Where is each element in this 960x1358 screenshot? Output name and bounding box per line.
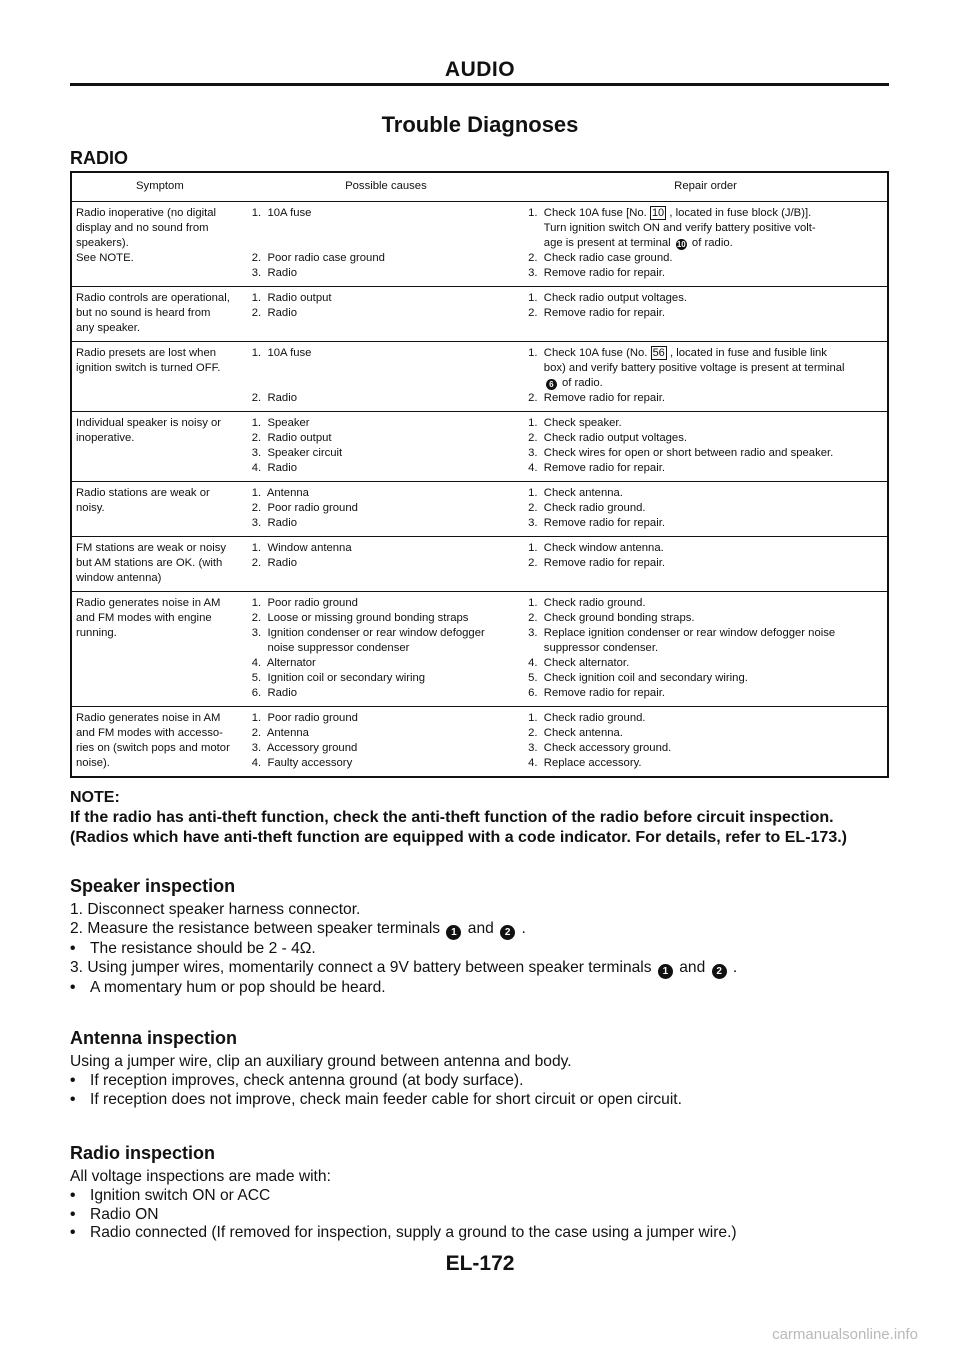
- note-line: If the radio has anti-theft function, check the anti-theft function of the radio before circuit inspection.: [70, 809, 834, 826]
- table-row: [71, 482, 888, 537]
- terminal-number-badge: 6: [546, 379, 557, 390]
- symptom-cell: FM stations are weak or noisy but AM stations are OK. (with window antenna): [71, 537, 248, 592]
- bullet-icon: •: [70, 1090, 76, 1108]
- repair-cell: 1. Check window antenna. 2. Remove radio for repair.: [524, 537, 888, 592]
- note-block: [70, 788, 900, 848]
- speaker-inspection-body: 1. Disconnect speaker harness connector. 2. Measure the resistance between speaker terminals 1 and 2 . • The resistance should be 2 - 4Ω. 3. Using jumper wires, momentarily connect a 9V battery between speaker terminals 1 and 2 . • A momentary hum or pop should be heard.: [70, 901, 738, 996]
- antenna-inspection-heading: Antenna inspection: [70, 1028, 238, 1048]
- speaker-inspection-heading: Speaker inspection: [70, 876, 236, 896]
- terminal-2-badge: 2: [712, 964, 727, 979]
- causes-cell: 1. 10A fuse 2. Radio: [248, 342, 524, 412]
- watermark: carmanualsonline.info: [772, 1326, 918, 1343]
- table-row: [71, 707, 888, 778]
- symptom-cell: Individual speaker is noisy or inoperative.: [71, 412, 248, 482]
- causes-cell: 1. Poor radio ground 2. Antenna 3. Accessory ground 4. Faulty accessory: [248, 707, 524, 778]
- repair-cell: 1. Check 10A fuse (No. 56 , located in fuse and fusible link box) and verify battery positive voltage is present at terminal 6 of radio. 2. Remove radio for repair.: [524, 342, 888, 412]
- table-row: [71, 202, 888, 287]
- symptom-cell: Radio controls are operational, but no sound is heard from any speaker.: [71, 287, 248, 342]
- table-row: [71, 287, 888, 342]
- header-rule: [70, 83, 889, 86]
- repair-cell: 1. Check radio ground. 2. Check antenna. 3. Check accessory ground. 4. Replace accessory.: [524, 707, 888, 778]
- symptom-cell: Radio inoperative (no digital display and no sound from speakers). See NOTE.: [71, 202, 248, 287]
- symptom-cell: Radio generates noise in AM and FM modes with engine running.: [71, 592, 248, 707]
- causes-cell: 1. Antenna 2. Poor radio ground 3. Radio: [248, 482, 524, 537]
- bullet-icon: •: [70, 1186, 76, 1204]
- repair-cell: 1. Check 10A fuse [No. 10 , located in fuse block (J/B)]. Turn ignition switch ON and verify battery positive volt- age is present at terminal 10 of radio. 2. Check radio case ground. 3. Remove radio for repair.: [524, 202, 888, 287]
- table-header-row: [71, 172, 888, 202]
- repair-cell: 1. Check radio ground. 2. Check ground bonding straps. 3. Replace ignition condenser or rear window defogger noise suppressor condenser. 4. Check alternator. 5. Check ignition coil and secondary wiring. 6. Remove radio for repair.: [524, 592, 888, 707]
- note-label: NOTE:: [70, 789, 120, 806]
- repair-cell: 1. Check radio output voltages. 2. Remove radio for repair.: [524, 287, 888, 342]
- bullet-icon: •: [70, 1071, 76, 1089]
- column-header-causes: Possible causes: [248, 172, 524, 202]
- terminal-1-badge: 1: [658, 964, 673, 979]
- repair-cell: 1. Check speaker. 2. Check radio output voltages. 3. Check wires for open or short between radio and speaker. 4. Remove radio for repair.: [524, 412, 888, 482]
- trouble-diagnosis-table: [70, 171, 889, 778]
- bullet-icon: •: [70, 1224, 76, 1242]
- causes-cell: 1. Window antenna 2. Radio: [248, 537, 524, 592]
- page-title: Trouble Diagnoses: [381, 112, 579, 137]
- bullet-icon: •: [70, 978, 76, 996]
- causes-cell: 1. Poor radio ground 2. Loose or missing ground bonding straps 3. Ignition condenser or rear window defogger noise suppressor condenser 4. Alternator 5. Ignition coil or secondary wiring 6. Radio: [248, 592, 524, 707]
- radio-inspection-body: All voltage inspections are made with: • Ignition switch ON or ACC • Radio ON • Radio connected (If removed for inspection, supply a ground to the case using a jumper wire.): [70, 1168, 737, 1242]
- bullet-icon: •: [70, 1205, 76, 1223]
- symptom-cell: Radio presets are lost when ignition switch is turned OFF.: [71, 342, 248, 412]
- symptom-cell: Radio generates noise in AM and FM modes with accesso- ries on (switch pops and motor noise).: [71, 707, 248, 778]
- note-line: (Radios which have anti-theft function are equipped with a code indicator. For details, refer to EL-173.): [70, 829, 847, 846]
- table-row: [71, 537, 888, 592]
- table-row: [71, 342, 888, 412]
- table-row: [71, 592, 888, 707]
- column-header-repair: Repair order: [524, 172, 888, 202]
- antenna-inspection-body: Using a jumper wire, clip an auxiliary ground between antenna and body. • If reception improves, check antenna ground (at body surface). • If reception does not improve, check main feeder cable for short circuit or open circuit.: [70, 1053, 682, 1108]
- terminal-1-badge: 1: [446, 925, 461, 940]
- section-title: RADIO: [70, 148, 128, 168]
- causes-cell: 1. Radio output 2. Radio: [248, 287, 524, 342]
- radio-inspection-heading: Radio inspection: [70, 1143, 216, 1163]
- page-number: EL-172: [445, 1252, 515, 1275]
- terminal-2-badge: 2: [500, 925, 515, 940]
- causes-cell: 1. Speaker 2. Radio output 3. Speaker circuit 4. Radio: [248, 412, 524, 482]
- terminal-number-badge: 10: [676, 240, 686, 249]
- repair-cell: 1. Check antenna. 2. Check radio ground. 3. Remove radio for repair.: [524, 482, 888, 537]
- causes-cell: 1. 10A fuse 2. Poor radio case ground 3. Radio: [248, 202, 524, 287]
- bullet-icon: •: [70, 939, 76, 957]
- column-header-symptom: Symptom: [71, 172, 248, 202]
- fuse-number-box: 10: [651, 207, 665, 219]
- table-row: [71, 412, 888, 482]
- symptom-cell: Radio stations are weak or noisy.: [71, 482, 248, 537]
- section-header: AUDIO: [444, 58, 516, 81]
- fuse-number-box: 56: [652, 347, 665, 359]
